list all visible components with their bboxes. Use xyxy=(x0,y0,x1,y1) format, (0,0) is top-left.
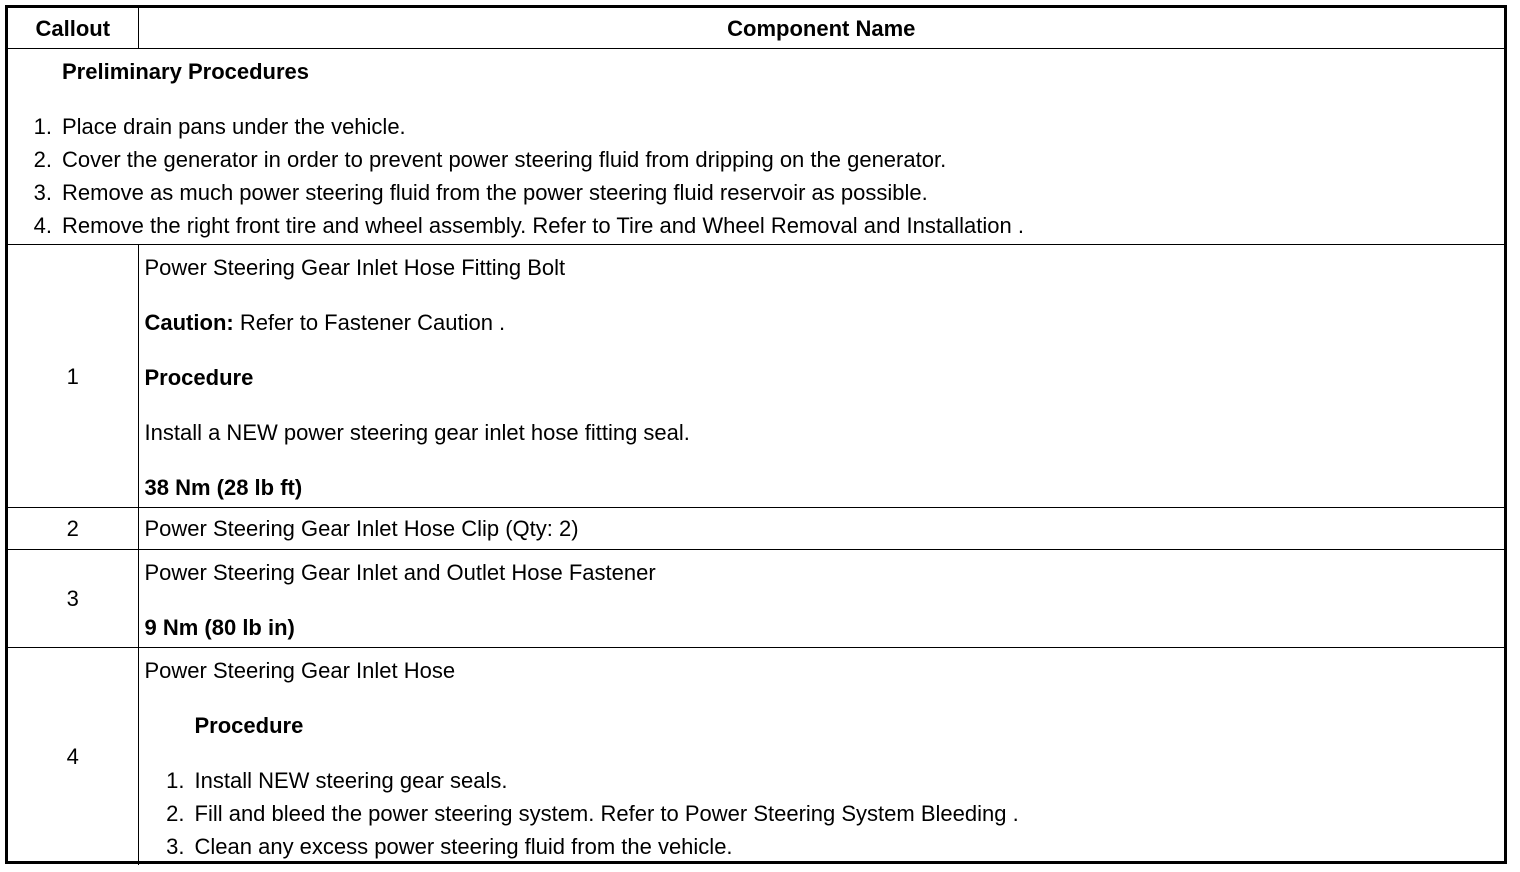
procedure-step xyxy=(145,764,1499,797)
preliminary-step xyxy=(8,143,1504,176)
procedure-step xyxy=(145,830,1499,863)
step-number: 2. xyxy=(33,147,52,172)
torque-spec: 38 Nm (28 lb ft) xyxy=(144,475,303,500)
step-number: 4. xyxy=(33,213,52,238)
step-text: Clean any excess power steering fluid from the vehicle. xyxy=(194,834,733,859)
preliminary-step xyxy=(8,176,1504,209)
preliminary-step xyxy=(8,110,1504,143)
component-description xyxy=(138,245,1504,508)
caution-label: Caution: xyxy=(144,310,234,335)
table-row xyxy=(8,550,1504,648)
torque-spec: 9 Nm (80 lb in) xyxy=(144,615,295,640)
component-description xyxy=(138,648,1504,866)
preliminary-cell xyxy=(8,49,1504,245)
component-name: Power Steering Gear Inlet Hose Fitting Bolt xyxy=(144,255,566,280)
header-callout: Callout xyxy=(8,8,138,49)
callout-number: 1 xyxy=(8,245,138,508)
step-number: 3. xyxy=(166,834,185,859)
step-number: 1. xyxy=(166,768,185,793)
component-description xyxy=(138,550,1504,648)
caution-text: Refer to Fastener Caution . xyxy=(233,310,506,335)
caution-note xyxy=(145,306,1499,339)
step-number: 3. xyxy=(33,180,52,205)
component-description xyxy=(138,508,1504,550)
component-name: Power Steering Gear Inlet and Outlet Hose Fastener xyxy=(144,560,656,585)
procedure-label: Procedure xyxy=(144,365,254,390)
step-text: Fill and bleed the power steering system. Refer to Power Steering System Bleeding . xyxy=(194,801,1019,826)
callout-number: 3 xyxy=(8,550,138,648)
step-text: Remove the right front tire and wheel assembly. Refer to Tire and Wheel Removal and Installation . xyxy=(62,213,1024,238)
step-text: Place drain pans under the vehicle. xyxy=(62,114,406,139)
component-name: Power Steering Gear Inlet Hose Clip (Qty: 2) xyxy=(144,516,579,541)
preliminary-step xyxy=(8,209,1504,242)
callout-number: 2 xyxy=(8,508,138,550)
preliminary-title: Preliminary Procedures xyxy=(62,59,310,84)
table-row xyxy=(8,508,1504,550)
component-name: Power Steering Gear Inlet Hose xyxy=(144,658,456,683)
table-row xyxy=(8,245,1504,508)
callout-number: 4 xyxy=(8,648,138,866)
step-number: 1. xyxy=(33,114,52,139)
procedure-text: Install a NEW power steering gear inlet hose fitting seal. xyxy=(144,420,690,445)
table-row xyxy=(8,648,1504,866)
component-table xyxy=(8,8,1504,865)
component-table-frame xyxy=(5,5,1507,864)
header-component-name: Component Name xyxy=(138,8,1504,49)
step-text: Cover the generator in order to prevent power steering fluid from dripping on the generator. xyxy=(62,147,947,172)
step-number: 2. xyxy=(166,801,185,826)
step-text: Remove as much power steering fluid from the power steering fluid reservoir as possible. xyxy=(62,180,928,205)
procedure-label: Procedure xyxy=(194,713,304,738)
preliminary-row xyxy=(8,49,1504,245)
header-row xyxy=(8,8,1504,49)
procedure-step xyxy=(145,797,1499,830)
step-text: Install NEW steering gear seals. xyxy=(194,768,508,793)
